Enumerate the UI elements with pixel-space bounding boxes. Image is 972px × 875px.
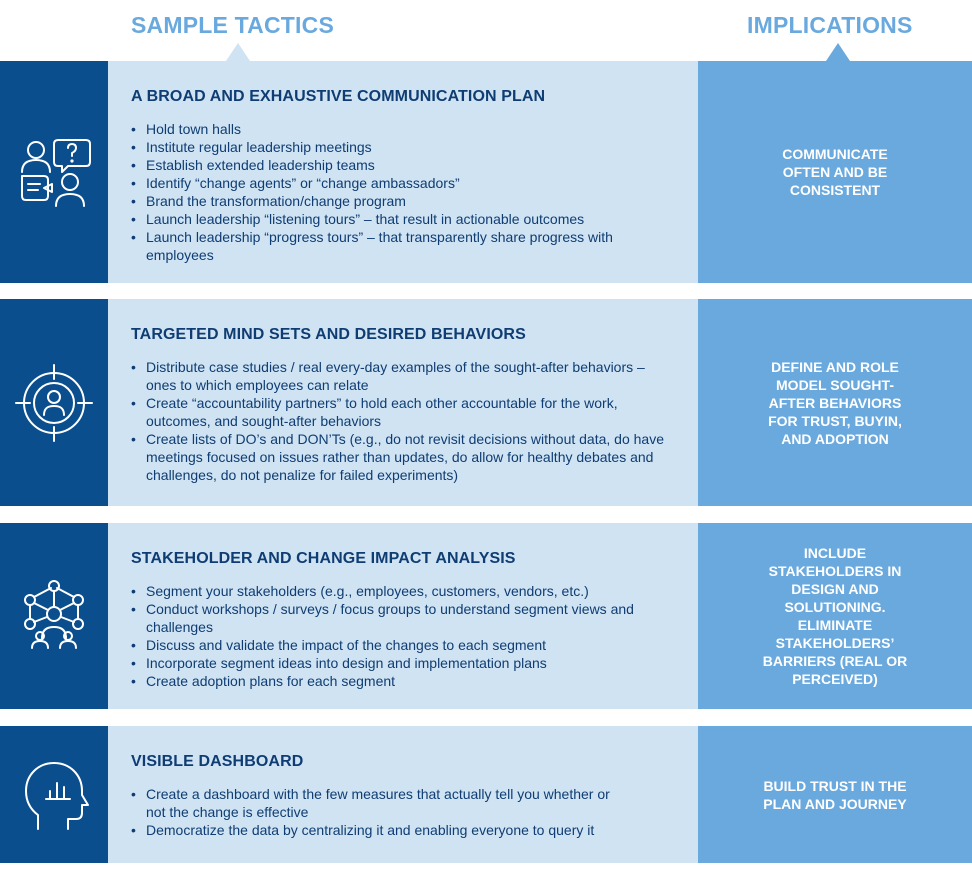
- implication-text: INCLUDE STAKEHOLDERS IN DESIGN AND SOLUTIONING. ELIMINATE STAKEHOLDERS’ BARRIERS (REAL OR PERCEIVED): [762, 545, 908, 687]
- tactic-list: [131, 120, 678, 264]
- tactic-title: A BROAD AND EXHAUSTIVE COMMUNICATION PLAN: [131, 88, 546, 105]
- list-item: • Distribute case studies / real every-day examples of the sought-after behaviors – ones to which employees can relate: [131, 358, 678, 394]
- icon-panel: [0, 523, 108, 709]
- tactic-row-communication: [0, 61, 972, 283]
- list-item: • Create “accountability partners” to hold each other accountable for the work, outcomes, and sought-after behaviors: [131, 394, 678, 430]
- list-item: • Establish extended leadership teams: [131, 156, 678, 174]
- tactic-title: STAKEHOLDER AND CHANGE IMPACT ANALYSIS: [131, 550, 516, 567]
- tactic-list: [131, 358, 678, 484]
- communication-icon: [14, 132, 94, 212]
- implication-panel: [698, 61, 972, 283]
- list-item: • Institute regular leadership meetings: [131, 138, 678, 156]
- icon-panel: [0, 299, 108, 506]
- list-item: • Create a dashboard with the few measures that actually tell you whether or not the change is effective: [131, 785, 678, 821]
- list-item: • Hold town halls: [131, 120, 678, 138]
- list-item: • Create adoption plans for each segment: [131, 672, 678, 690]
- tactic-panel: [108, 726, 698, 863]
- tactic-title: TARGETED MIND SETS AND DESIRED BEHAVIORS: [131, 326, 526, 343]
- tactic-panel: [108, 61, 698, 283]
- implications-pointer: [826, 43, 850, 61]
- tactics-pointer: [226, 43, 250, 61]
- list-item: • Segment your stakeholders (e.g., employees, customers, vendors, etc.): [131, 582, 678, 600]
- icon-panel: [0, 726, 108, 863]
- tactic-list: [131, 582, 678, 690]
- head-chart-icon: [14, 755, 94, 835]
- tactic-row-stakeholders: [0, 523, 972, 709]
- icon-panel: [0, 61, 108, 283]
- list-item: • Launch leadership “listening tours” – that result in actionable outcomes: [131, 210, 678, 228]
- tactic-row-dashboard: [0, 726, 972, 863]
- tactic-title: VISIBLE DASHBOARD: [131, 753, 304, 770]
- implication-text: COMMUNICATE OFTEN AND BE CONSISTENT: [782, 146, 888, 198]
- sample-tactics-header: SAMPLE TACTICS: [131, 12, 334, 38]
- implication-panel: [698, 299, 972, 506]
- list-item: • Discuss and validate the impact of the changes to each segment: [131, 636, 678, 654]
- implication-text: DEFINE AND ROLE MODEL SOUGHT-AFTER BEHAVIORS FOR TRUST, BUYIN, AND ADOPTION: [768, 358, 902, 447]
- list-item: • Brand the transformation/change program: [131, 192, 678, 210]
- list-item: • Launch leadership “progress tours” – that transparently share progress with employees: [131, 228, 678, 264]
- tactic-panel: [108, 299, 698, 506]
- list-item: • Conduct workshops / surveys / focus groups to understand segment views and challenges: [131, 600, 678, 636]
- implication-text: BUILD TRUST IN THE PLAN AND JOURNEY: [763, 777, 907, 812]
- list-item: • Democratize the data by centralizing it and enabling everyone to query it: [131, 821, 678, 839]
- network-people-icon: [14, 576, 94, 656]
- list-item: • Identify “change agents” or “change ambassadors”: [131, 174, 678, 192]
- list-item: • Incorporate segment ideas into design and implementation plans: [131, 654, 678, 672]
- implication-panel: [698, 726, 972, 863]
- tactic-row-behaviors: [0, 299, 972, 506]
- list-item: • Create lists of DO’s and DON’Ts (e.g., do not revisit decisions without data, do have meetings focused on issues rather than updates, do allow for healthy debates and challenges, do not penalize for failed experiments): [131, 430, 678, 484]
- implications-header: IMPLICATIONS: [747, 12, 913, 38]
- target-person-icon: [14, 363, 94, 443]
- tactic-list: [131, 785, 678, 839]
- implication-panel: [698, 523, 972, 709]
- tactic-panel: [108, 523, 698, 709]
